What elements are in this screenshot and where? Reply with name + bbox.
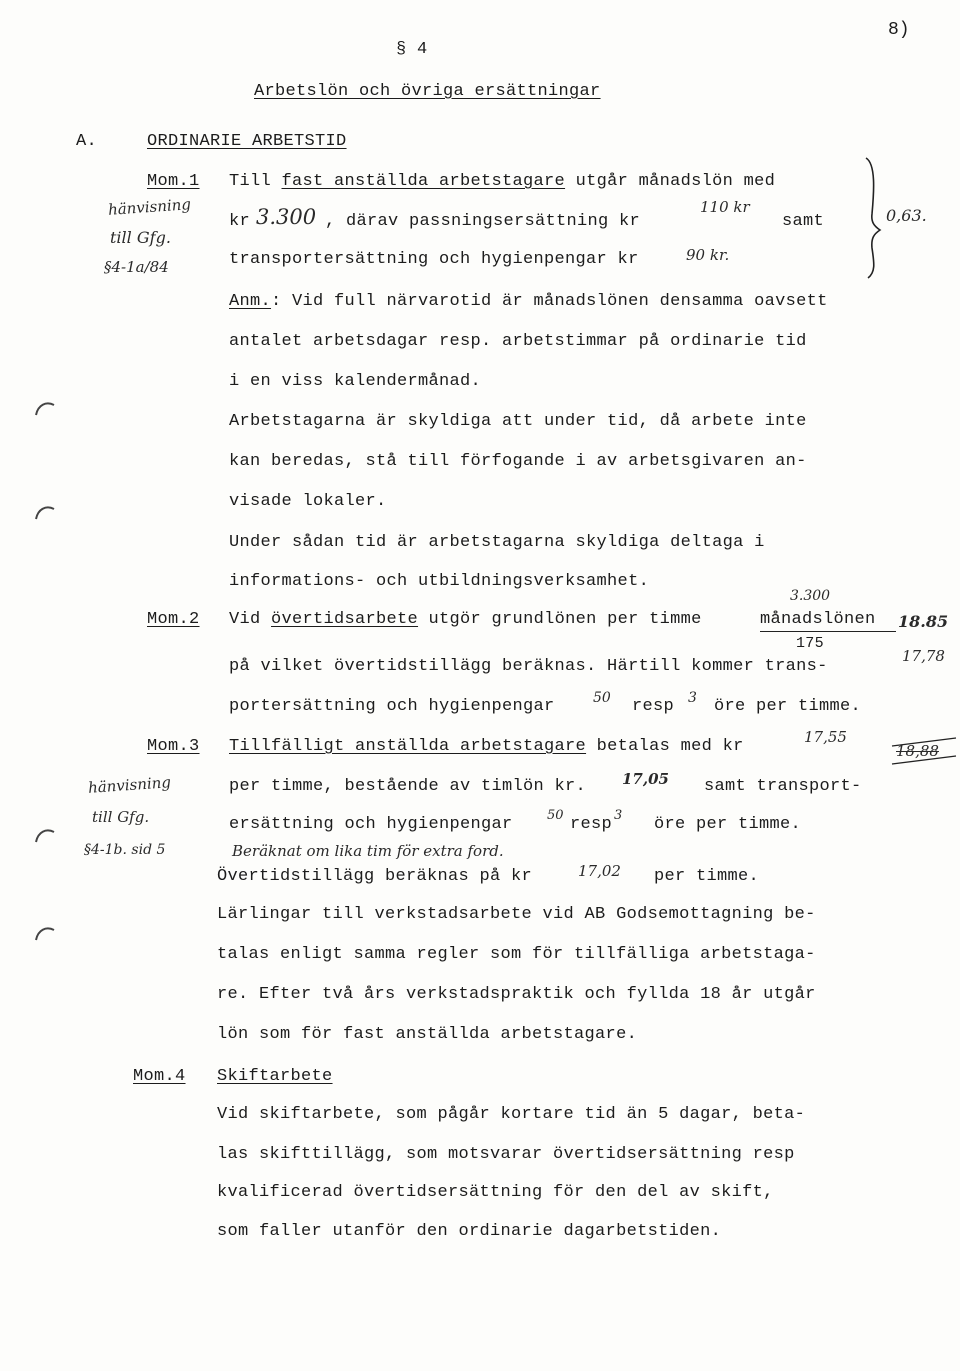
- mom3-margin-note-3: §4-1b. sid 5: [84, 842, 166, 858]
- section-number: § 4: [396, 40, 428, 59]
- mom4-line1: Vid skiftarbete, som pågår kortare tid än 5 dagar, beta-: [217, 1105, 806, 1124]
- mom2-hand-num: 3.300: [790, 588, 831, 604]
- mom2-hand-line2: 17,78: [902, 647, 945, 665]
- mom1-line1-underlined: fast anställda arbetstagare: [281, 172, 566, 191]
- mom3-hand-insert: Beräknat om lika tim för extra ford.: [232, 842, 504, 860]
- mom2-line3-a: portersättning och hygienpengar: [229, 697, 555, 716]
- part-letter: A.: [76, 132, 98, 151]
- struck-box: [890, 728, 958, 776]
- para2-line2: informations- och utbildningsverksamhet.: [229, 572, 650, 591]
- mom3-hand-ot: 17,02: [578, 862, 621, 880]
- para1-line3: visade lokaler.: [229, 492, 387, 511]
- mom4-line4: som faller utanför den ordinarie dagarbetstiden.: [217, 1222, 722, 1241]
- mom2-line3: [229, 697, 555, 717]
- binding-mark-3: [30, 820, 60, 850]
- larlingar-line1: Lärlingar till verkstadsarbete vid AB Godsemottagning be-: [217, 905, 816, 924]
- mom3-label: Mom.3: [147, 737, 200, 756]
- mom1-line2-end: samt: [782, 212, 825, 231]
- mom2-hand-3: 3: [688, 690, 697, 706]
- para2-line1: Under sådan tid är arbetstagarna skyldiga deltaga i: [229, 533, 765, 552]
- mom1-label: Mom.1: [147, 172, 200, 191]
- mom3-line3-b: resp: [570, 815, 613, 834]
- mom2-hand-50: 50: [593, 690, 611, 706]
- binding-mark-1: [30, 395, 60, 425]
- larlingar-line4: lön som för fast anställda arbetstagare.: [217, 1025, 638, 1044]
- mom3-line4-b: per timme.: [654, 867, 760, 886]
- mom3-line3-c: öre per timme.: [654, 815, 802, 834]
- mom3-line4-a: Övertidstillägg beräknas på kr: [217, 867, 533, 886]
- mom3-line3-a: ersättning och hygienpengar: [229, 815, 513, 834]
- mom1-line2-kr: kr: [229, 212, 251, 231]
- mom3-line1-post: betalas med kr: [586, 737, 744, 756]
- anm-text: : Vid full närvarotid är månadslönen densamma oavsett: [271, 292, 828, 311]
- mom2-label: Mom.2: [147, 610, 200, 629]
- mom1-line1: [229, 172, 775, 192]
- mom2-hand-result: 18.85: [898, 612, 949, 631]
- mom3-line1-underlined: Tillfälligt anställda arbetstagare: [229, 737, 587, 756]
- mom3-struck-rate: 18,88: [896, 742, 939, 760]
- mom2-line1-underlined: övertidsarbete: [271, 610, 419, 629]
- mom3-hand-rate: 17,55: [804, 728, 847, 746]
- mom1-hand-amount3: 90 kr.: [686, 246, 730, 264]
- larlingar-line2: talas enligt samma regler som för tillfälliga arbetstaga-: [217, 945, 816, 964]
- mom1-margin-note-1: hänvisning: [107, 195, 192, 219]
- anm-line1: [229, 292, 828, 312]
- mom3-hand-3: 3: [614, 808, 623, 823]
- mom2-line3-b: resp: [632, 697, 675, 716]
- binding-mark-4: [30, 918, 60, 948]
- mom1-line2-mid: , därav passningsersättning kr: [325, 212, 641, 231]
- brace-note: 0,63.: [886, 206, 927, 225]
- mom2-line1-mid: utgör grundlönen per timme: [418, 610, 713, 629]
- mom2-fraction-line: [760, 631, 896, 632]
- part-heading: ORDINARIE ARBETSTID: [147, 132, 347, 151]
- mom1-hand-amount2: 110 kr: [700, 198, 750, 216]
- mom1-line3: transportersättning och hygienpengar kr: [229, 250, 639, 269]
- mom4-label: Mom.4: [133, 1067, 186, 1086]
- anm-line2: antalet arbetsdagar resp. arbetstimmar på ordinarie tid: [229, 332, 807, 351]
- mom3-margin-note-2: till Gfg.: [92, 808, 150, 826]
- mom3-margin-note-1: hänvisning: [87, 773, 172, 797]
- para1-line2: kan beredas, stå till förfogande i av arbetsgivaren an-: [229, 452, 807, 471]
- mom1-hand-amount1: 3.300: [256, 205, 317, 229]
- mom3-line1: [229, 737, 744, 757]
- mom2-line1-pre: Vid: [229, 610, 272, 629]
- mom1-line1-pre: Till: [229, 172, 282, 191]
- mom2-line1: [229, 610, 712, 630]
- anm-label: Anm.: [229, 292, 272, 311]
- right-brace: [860, 152, 884, 282]
- mom2-line3-c: öre per timme.: [714, 697, 862, 716]
- mom2-line2: på vilket övertidstillägg beräknas. Härtill kommer trans-: [229, 657, 828, 676]
- mom1-margin-note-2: till Gfg.: [110, 228, 171, 247]
- page-title: Arbetslön och övriga ersättningar: [254, 82, 601, 101]
- mom3-hand-50: 50: [547, 808, 564, 823]
- mom4-heading: Skiftarbete: [217, 1067, 333, 1086]
- mom1-line1-post: utgår månadslön med: [565, 172, 776, 191]
- mom2-frac-numerator: månadslönen: [760, 610, 876, 629]
- larlingar-line3: re. Efter två års verkstadspraktik och fyllda 18 år utgår: [217, 985, 816, 1004]
- mom2-frac-denominator: 175: [796, 635, 824, 652]
- mom3-line2-a: per timme, bestående av timlön kr.: [229, 777, 587, 796]
- mom4-line2: las skifttillägg, som motsvarar övertidsersättning resp: [217, 1145, 795, 1164]
- mom1-margin-note-3: §4-1a/84: [104, 258, 169, 276]
- mom3-line2-b: samt transport-: [704, 777, 862, 796]
- anm-line3: i en viss kalendermånad.: [229, 372, 482, 391]
- para1-line1: Arbetstagarna är skyldiga att under tid, då arbete inte: [229, 412, 807, 431]
- page-number: 8): [888, 20, 910, 40]
- mom3-hand-timlon: 17,05: [622, 770, 669, 788]
- binding-mark-2: [30, 497, 60, 527]
- mom4-line3: kvalificerad övertidsersättning för den del av skift,: [217, 1183, 774, 1202]
